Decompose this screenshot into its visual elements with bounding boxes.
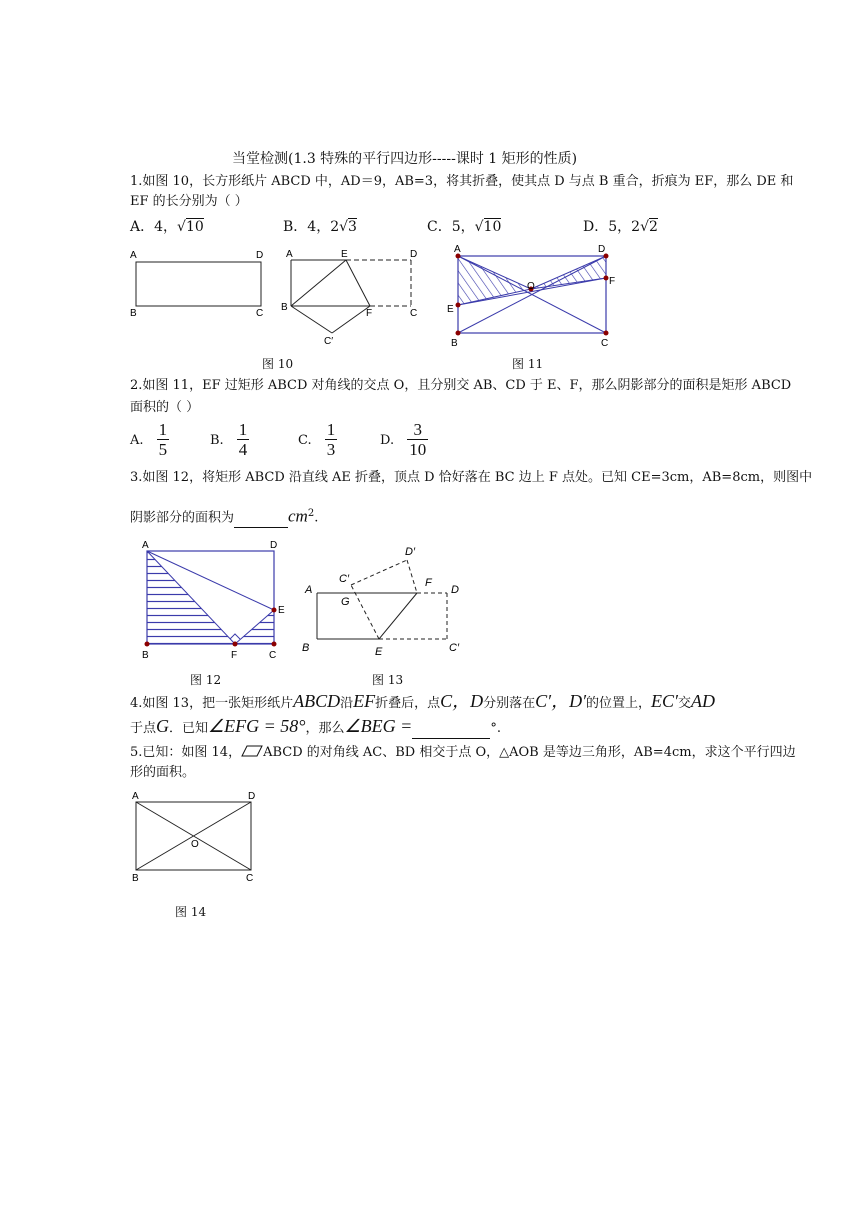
q1-option-c[interactable]: C．5，√10 [427, 219, 502, 235]
svg-text:A: A [286, 249, 293, 260]
svg-text:A: A [132, 791, 139, 802]
fig13-folded-rectangle [302, 546, 460, 658]
q1-text-line2: EF 的长分别为（ ） [130, 194, 248, 209]
fig10-caption: 图 10 [262, 357, 294, 371]
q2-option-d[interactable]: D. $\frac{3}{10}$ [380, 420, 427, 459]
svg-text:D′: D′ [405, 546, 416, 558]
sqrt-sign: √ [474, 219, 484, 235]
svg-text:C: C [246, 873, 254, 884]
q5-text-line1: 5.已知：如图 14， ABCD 的对角线 AC、BD 相交于点 O，△AOB 是等边三角形，AB=4cm，求这个平行四边 [130, 745, 796, 760]
sqrt-sign: √ [339, 219, 349, 235]
fig11-rectangle [447, 244, 615, 349]
sqrt-sign: √ [640, 219, 649, 235]
fig10-left-rectangle [130, 250, 263, 319]
q2-option-b[interactable]: B. $\frac{1}{4}$ [210, 420, 248, 459]
sqrt-sign: √ [177, 219, 186, 235]
svg-text:O: O [191, 839, 199, 850]
svg-text:F: F [609, 276, 616, 287]
svg-text:F: F [425, 577, 432, 589]
q3-answer-blank[interactable] [234, 509, 288, 528]
q1-option-b[interactable]: B．4，2√3 [283, 219, 357, 235]
svg-text:D: D [410, 249, 418, 260]
svg-text:E: E [447, 304, 454, 315]
svg-text:F: F [231, 650, 238, 661]
q3-text-line2: 阴影部分的面积为 $cm^2$. [130, 505, 318, 528]
svg-text:A: A [130, 250, 137, 261]
fig11-caption: 图 11 [512, 357, 544, 371]
q1-option-a[interactable]: A．4，√10 [130, 219, 204, 235]
svg-text:E: E [375, 646, 383, 658]
figure-10-11 [120, 240, 620, 355]
svg-text:D: D [451, 584, 459, 596]
q2-text-line1: 2.如图 11，EF 过矩形 ABCD 对角线的交点 O，且分别交 AB、CD 于 E、F，那么阴影部分的面积是矩形 ABCD [130, 378, 792, 393]
svg-text:F: F [366, 308, 373, 319]
fig10-right-folded [281, 249, 417, 347]
svg-text:E: E [278, 605, 285, 616]
fig12-rectangle [142, 540, 285, 661]
q1-option-d[interactable]: D．5，2√2 [583, 219, 658, 235]
svg-text:B: B [302, 642, 310, 654]
svg-text:D: D [598, 244, 606, 255]
svg-text:B: B [451, 338, 458, 349]
q3-text-line1: 3.如图 12，将矩形 ABCD 沿直线 AE 折叠，顶点 D 恰好落在 BC 边上 F 点处。已知 CE=3cm，AB=8cm，则图中 [130, 470, 813, 485]
q4-answer-blank[interactable] [412, 720, 490, 739]
svg-text:A: A [454, 244, 461, 255]
svg-text:C: C [410, 308, 418, 319]
svg-text:A: A [142, 540, 149, 551]
fig13-caption: 图 13 [372, 673, 404, 687]
q5-text-line2: 形的面积。 [130, 765, 196, 780]
page-title: 当堂检测(1.3 特殊的平行四边形-----课时 1 矩形的性质) [232, 151, 578, 167]
svg-text:D: D [270, 540, 278, 551]
svg-text:C: C [269, 650, 277, 661]
svg-text:B: B [130, 308, 137, 319]
svg-text:G: G [341, 596, 350, 608]
parallelogram-icon [241, 745, 263, 757]
q2-option-c[interactable]: C. $\frac{1}{3}$ [298, 420, 336, 459]
fig12-caption: 图 12 [190, 673, 222, 687]
svg-text:B: B [132, 873, 139, 884]
q4-text-line2: 于点G．已知∠EFG = 58°，那么∠BEG = °. [130, 717, 501, 739]
svg-text:A: A [305, 584, 313, 596]
svg-text:E: E [341, 249, 348, 260]
svg-text:C′: C′ [324, 336, 334, 347]
q1-text-line1: 1.如图 10，长方形纸片 ABCD 中，AD＝9，AB=3，将其折叠，使其点 D 与点 B 重合，折痕为 EF，那么 DE 和 [130, 174, 794, 189]
svg-text:C′: C′ [449, 642, 460, 654]
svg-text:D: D [256, 250, 264, 261]
q4-text-line1: 4.如图 13，把一张矩形纸片ABCD沿EF折叠后，点C，D分别落在C′，D′的位置上，EC′交AD [130, 691, 716, 711]
q2-text-line2: 面积的（ ） [130, 400, 200, 415]
q2-option-a[interactable]: A. $\frac{1}{5}$ [130, 420, 168, 459]
figure-12-13 [135, 535, 475, 665]
fig14-caption: 图 14 [175, 905, 207, 919]
svg-text:C′: C′ [339, 573, 350, 585]
svg-text:C: C [601, 338, 609, 349]
svg-text:D: D [248, 791, 256, 802]
figure-14 [124, 785, 274, 885]
svg-text:C: C [256, 308, 264, 319]
svg-text:B: B [142, 650, 149, 661]
svg-text:B: B [281, 302, 288, 313]
svg-text:O: O [527, 281, 535, 292]
